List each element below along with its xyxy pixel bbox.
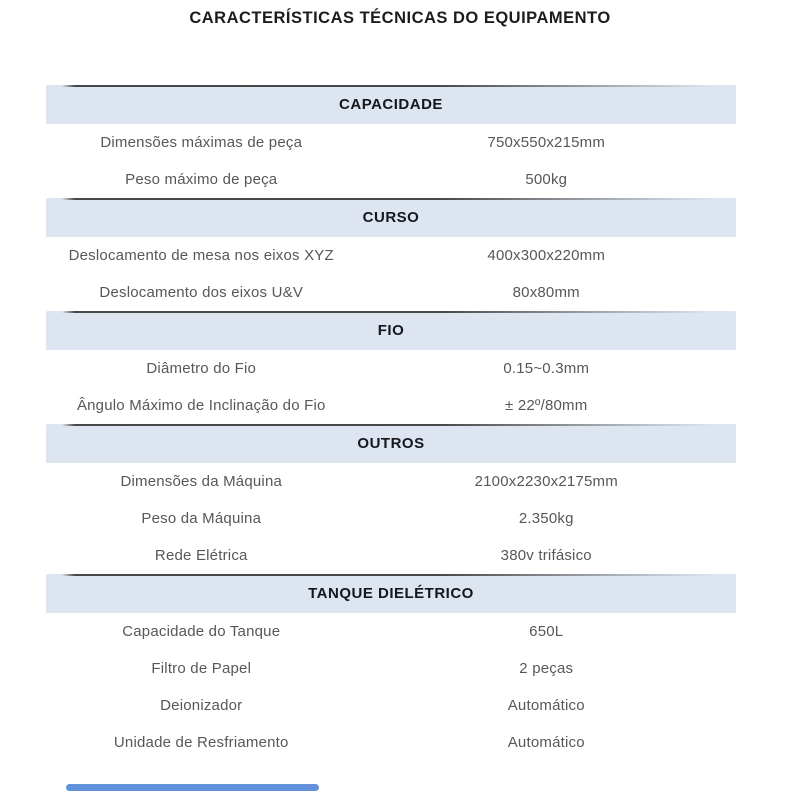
section-header-curso: CURSO (46, 198, 736, 237)
table-row (46, 724, 736, 761)
section-header-fio: FIO (46, 311, 736, 350)
section-header-capacidade: CAPACIDADE (46, 85, 736, 124)
spec-label: Unidade de Resfriamento (113, 734, 289, 751)
spec-value: 80x80mm (512, 284, 580, 301)
table-row (46, 463, 736, 500)
spec-value: Automático (507, 697, 585, 714)
table-row (46, 237, 736, 274)
spec-label: Deslocamento de mesa nos eixos XYZ (68, 247, 334, 264)
spec-value: 380v trifásico (500, 547, 592, 564)
spec-label: Peso máximo de peça (125, 171, 278, 188)
spec-value: Automático (507, 734, 585, 751)
table-row (46, 500, 736, 537)
spec-label: Ângulo Máximo de Inclinação do Fio (76, 397, 326, 414)
spec-value: ± 22º/80mm (505, 397, 588, 414)
horizontal-scrollbar-thumb[interactable] (66, 784, 319, 791)
table-row (46, 274, 736, 311)
spec-value: 500kg (525, 171, 568, 188)
table-row (46, 124, 736, 161)
table-row (46, 613, 736, 650)
table-row (46, 350, 736, 387)
spec-value: 750x550x215mm (487, 134, 606, 151)
spec-label: Filtro de Papel (151, 660, 252, 677)
table-row (46, 650, 736, 687)
section-header-outros: OUTROS (46, 424, 736, 463)
spec-label: Deslocamento dos eixos U&V (99, 284, 304, 301)
spec-value: 400x300x220mm (487, 247, 606, 264)
spec-value: 2.350kg (518, 510, 574, 527)
spec-value: 650L (529, 623, 564, 640)
table-row (46, 687, 736, 724)
spec-value: 0.15~0.3mm (503, 360, 590, 377)
spec-value: 2 peças (519, 660, 574, 677)
spec-label: Dimensões máximas de peça (100, 134, 303, 151)
spec-label: Deionizador (160, 697, 243, 714)
table-row (46, 387, 736, 424)
section-header-tanque-dieletrico: TANQUE DIELÉTRICO (46, 574, 736, 613)
spec-label: Peso da Máquina (141, 510, 262, 527)
spec-label: Rede Elétrica (154, 547, 248, 564)
spec-label: Dimensões da Máquina (120, 473, 283, 490)
page-title: CARACTERÍSTICAS TÉCNICAS DO EQUIPAMENTO (189, 9, 611, 27)
spec-label: Diâmetro do Fio (146, 360, 257, 377)
spec-value: 2100x2230x2175mm (474, 473, 618, 490)
table-row (46, 537, 736, 574)
spec-label: Capacidade do Tanque (122, 623, 281, 640)
spec-table (46, 85, 736, 761)
table-row (46, 161, 736, 198)
